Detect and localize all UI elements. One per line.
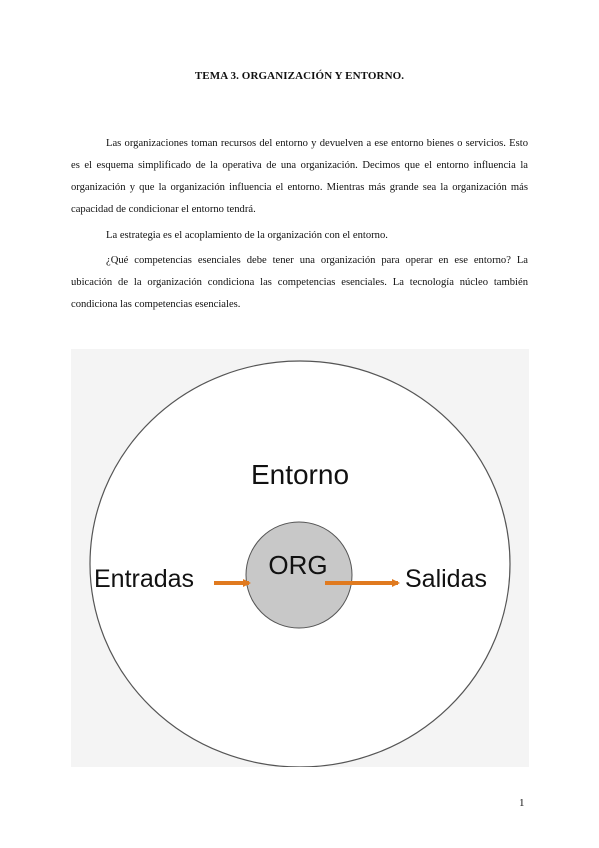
paragraph-3-text: ¿Qué competencias esenciales debe tener una organización para operar en ese entorno? La ubicación de la organización condiciona las competencias esenciales. La tecnología núcleo también condiciona las competencias esenciales. — [71, 255, 528, 310]
paragraph-1-text: Las organizaciones toman recursos del entorno y devuelven a ese entorno bienes o servicios. Esto es el esquema simplificado de la operativa de una organización. Decimos que el entorno influencia la organización y que la organización influencia el entorno. Mientras más grande sea la organización más capacidad de condicionar el entorno tendrá. — [71, 138, 528, 215]
document-title: TEMA 3. ORGANIZACIÓN Y ENTORNO. — [194, 70, 405, 82]
outputs-label: Salidas — [405, 565, 487, 593]
diagram-svg — [71, 349, 529, 767]
paragraph-3 — [71, 250, 528, 316]
paragraph-2 — [71, 225, 528, 247]
organization-label: ORG — [268, 550, 328, 580]
page-number: 1 — [519, 797, 525, 809]
paragraph-2-text: La estrategia es el acoplamiento de la organización con el entorno. — [106, 230, 388, 241]
environment-label: Entorno — [250, 459, 350, 490]
inputs-label: Entradas — [94, 565, 195, 593]
paragraph-1 — [71, 133, 528, 221]
organization-environment-diagram — [71, 349, 529, 767]
